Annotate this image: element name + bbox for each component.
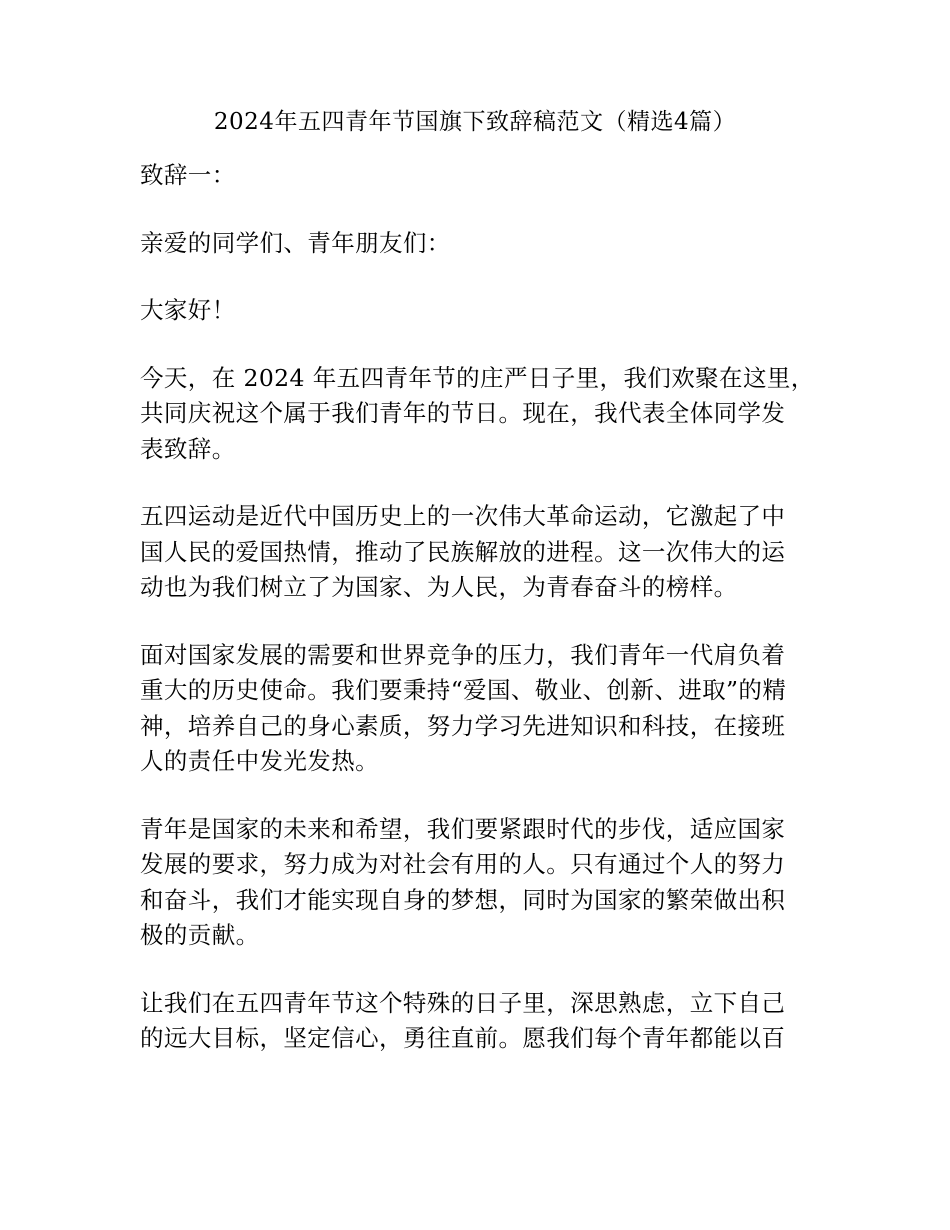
- text-line: 大家好！: [140, 296, 236, 324]
- text-line: 共同庆祝这个属于我们青年的节日。现在，我代表全体同学发: [140, 399, 786, 427]
- text-line: 青年是国家的未来和希望，我们要紧跟时代的步伐，适应国家: [140, 814, 786, 843]
- text-line: 表致辞。: [140, 434, 236, 463]
- text-line: 和奋斗，我们才能实现自身的梦想，同时为国家的繁荣做出积: [140, 885, 786, 914]
- paragraph-heading-speech-one: [140, 158, 830, 194]
- text-line: 动也为我们树立了为国家、为人民，为青春奋斗的榜样。: [140, 573, 738, 601]
- text-line: 人的责任中发光发热。: [140, 747, 379, 775]
- paragraph-mission: [140, 638, 830, 780]
- text-line: 极的贡献。: [140, 921, 260, 949]
- paragraph-salutation: [140, 226, 830, 262]
- text-line: 神，培养自己的身心素质，努力学习先进知识和科技，在接班: [140, 711, 786, 740]
- text-line: 面对国家发展的需要和世界竞争的压力，我们青年一代肩负着: [140, 640, 786, 669]
- paragraph-future: [140, 812, 830, 954]
- paragraph-history: [140, 499, 830, 606]
- text-line: 亲爱的同学们、青年朋友们：: [140, 228, 451, 257]
- text-line: 五四运动是近代中国历史上的一次伟大革命运动，它激起了中: [140, 502, 786, 530]
- text-line: 重大的历史使命。我们要秉持“爱国、敬业、创新、进取”的精: [140, 676, 787, 704]
- paragraph-closing: [140, 986, 830, 1057]
- paragraph-intro: [140, 361, 830, 468]
- text-line: 国人民的爱国热情，推动了民族解放的进程。这一次伟大的运: [140, 537, 786, 566]
- document-title: 2024年五四青年节国旗下致辞稿范文（精选4篇）: [213, 109, 737, 135]
- text-line: 今天，在 2024 年五四青年节的庄严日子里，我们欢聚在这里，: [140, 363, 815, 392]
- text-line: 发展的要求，努力成为对社会有用的人。只有通过个人的努力: [140, 850, 786, 878]
- text-line: 的远大目标，坚定信心，勇往直前。愿我们每个青年都能以百: [140, 1024, 786, 1052]
- paragraph-greeting: [140, 293, 830, 329]
- text-line: 致辞一：: [140, 161, 236, 189]
- document-body: [140, 158, 830, 1089]
- text-line: 让我们在五四青年节这个特殊的日子里，深思熟虑，立下自己: [140, 988, 786, 1017]
